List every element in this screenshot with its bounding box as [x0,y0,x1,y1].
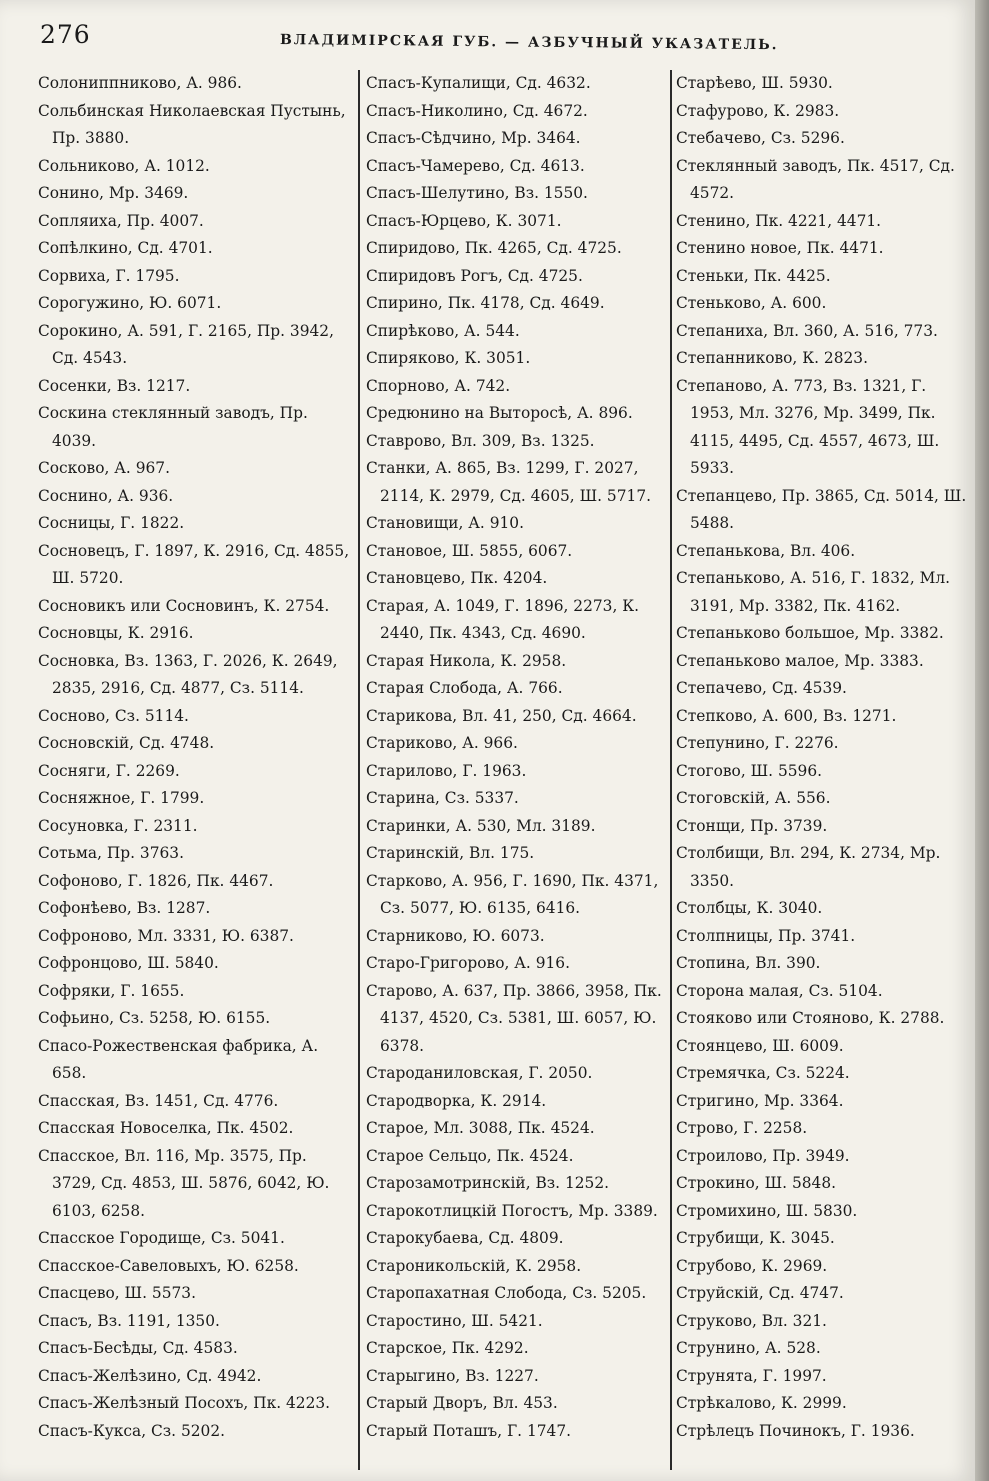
index-entry: Старое, Мл. 3088, Пк. 4524. [366,1119,595,1137]
index-entry: Степунино, Г. 2276. [676,734,839,752]
index-entry: Спасская Новоселка, Пк. 4502. [38,1119,294,1137]
index-entry: Спасское Городище, Сз. 5041. [38,1229,285,1247]
index-entry: Степаньково, А. 516, Г. 1832, Мл. 3191, Мр. 3382, Пк. 4162. [676,569,951,615]
index-entry: Старопахатная Слобода, Сз. 5205. [366,1284,647,1302]
index-entry: Струбово, К. 2969. [676,1256,828,1275]
index-entry: Сосновка, Вз. 1363, Г. 2026, К. 2649, 2835, 2916, Сд. 4877, Сз. 5114. [38,651,338,697]
index-entry: Спасъ-Николино, Сд. 4672. [366,101,588,120]
index-entry: Становцево, Пк. 4204. [366,569,548,587]
index-entry: Сосновецъ, Г. 1897, К. 2916, Сд. 4855, Ш. 5720. [38,541,350,587]
index-entry: Спиряково, К. 3051. [366,349,531,367]
index-entry: Солониппниково, А. 986. [38,74,242,92]
index-entry: Степаньково малое, Мр. 3383. [676,651,924,670]
index-entry: Становое, Ш. 5855, 6067. [366,541,573,560]
index-entry: Староникольскій, К. 2958. [366,1256,582,1275]
index-entry: Старозамотринскій, Вз. 1252. [366,1174,610,1192]
index-entry: Спасъ, Вз. 1191, 1350. [38,1311,220,1330]
index-entry: Старый Дворъ, Вл. 453. [366,1394,558,1412]
index-entry: Струнино, А. 528. [676,1339,821,1357]
index-entry: Сосуновка, Г. 2311. [38,816,198,835]
index-entry: Старикова, Вл. 41, 250, Сд. 4664. [366,706,637,725]
index-entry: Сопѣлкино, Сд. 4701. [38,239,213,257]
index-entry: Стоговскій, А. 556. [676,789,831,807]
index-entry: Старая, А. 1049, Г. 1896, 2273, К. 2440, Пк. 4343, Сд. 4690. [366,596,640,642]
page-header [0,0,975,60]
index-entry: Спасъ-Чамерево, Сд. 4613. [366,156,585,175]
index-entry: Степаньково большое, Мр. 3382. [676,624,944,642]
index-entry: Сосенки, Вз. 1217. [38,376,191,395]
index-entry: Спасъ-Желѣзный Посохъ, Пк. 4223. [38,1394,331,1412]
index-entry: Сорогужино, Ю. 6071. [38,294,222,312]
index-entry: Стариково, А. 966. [366,734,518,752]
index-entry: Спасцево, Ш. 5573. [38,1284,196,1302]
index-entry: Степаниха, Вл. 360, А. 516, 773. [676,321,938,340]
index-entry: Спасъ-Желѣзино, Сд. 4942. [38,1366,262,1385]
index-entry: Степково, А. 600, Вз. 1271. [676,706,897,725]
index-entry: Софоново, Г. 1826, Пк. 4467. [38,871,274,890]
index-entry: Спасо-Рожественская фабрика, А. 658. [38,1036,319,1082]
index-entry: Старское, Пк. 4292. [366,1339,529,1357]
index-entry: Спорново, А. 742. [366,376,511,395]
index-entry: Стонщи, Пр. 3739. [676,816,828,835]
index-entry: Старинскій, Вл. 175. [366,844,535,862]
page-number: 276 [40,20,91,49]
index-entry: Сопляиха, Пр. 4007. [38,211,204,230]
index-entry: Стопина, Вл. 390. [676,954,821,972]
index-entry: Спасъ-Купалищи, Сд. 4632. [366,74,591,92]
index-entry: Старниково, Ю. 6073. [366,926,545,945]
index-entry: Стеклянный заводъ, Пк. 4517, Сд. 4572. [676,156,955,202]
index-entry: Стогово, Ш. 5596. [676,761,823,780]
index-entry: Строилово, Пр. 3949. [676,1146,850,1165]
index-entry: Стремячка, Сз. 5224. [676,1064,850,1082]
index-entry: Стромихино, Ш. 5830. [676,1201,858,1220]
index-entry: Сосновцы, К. 2916. [38,624,194,642]
index-entry: Спасская, Вз. 1451, Сд. 4776. [38,1091,279,1110]
index-entry: Сонино, Мр. 3469. [38,184,189,202]
index-entry: Спасское-Савеловыхъ, Ю. 6258. [38,1256,299,1275]
index-entry: Старинки, А. 530, Мл. 3189. [366,816,596,835]
index-entry: Старыгино, Вз. 1227. [366,1366,539,1385]
index-entry: Старово, А. 637, Пр. 3866, 3958, Пк. 4137, 4520, Сз. 5381, Ш. 6057, Ю. 6378. [366,981,662,1055]
index-entry: Софьино, Сз. 5258, Ю. 6155. [38,1009,271,1027]
index-entry: Старина, Сз. 5337. [366,789,519,807]
index-entry: Старилово, Г. 1963. [366,761,527,780]
index-entry: Столбищи, Вл. 294, К. 2734, Мр. 3350. [676,844,941,890]
index-entry: Сорвиха, Г. 1795. [38,266,180,285]
index-entry: Степанниково, К. 2823. [676,349,868,367]
next-page-edge [975,0,989,1481]
index-entry: Сорокино, А. 591, Г. 2165, Пр. 3942, Сд. 4543. [38,321,334,367]
index-column-3 [676,70,968,1445]
index-entry: Старокубаева, Сд. 4809. [366,1229,564,1247]
index-entry: Стригино, Мр. 3364. [676,1091,844,1110]
index-entry: Сотьма, Пр. 3763. [38,844,184,862]
index-entry: Старокотлицкій Погостъ, Мр. 3389. [366,1201,658,1220]
index-entry: Спасъ-Шелутино, Вз. 1550. [366,184,588,202]
index-entry: Стенино, Пк. 4221, 4471. [676,211,882,230]
index-entry: Сосновскій, Сд. 4748. [38,734,215,752]
index-entry: Строкино, Ш. 5848. [676,1174,837,1192]
index-entry: Степанцево, Пр. 3865, Сд. 5014, Ш. 5488. [676,486,967,532]
index-entry: Сосновикъ или Сосновинъ, К. 2754. [38,596,330,615]
index-entry: Сосняжное, Г. 1799. [38,789,205,807]
index-entry: Соскина стеклянный заводъ, Пр. 4039. [38,404,308,450]
index-entry: Стародворка, К. 2914. [366,1091,547,1110]
column-divider [358,70,360,1470]
index-entry: Спирѣково, А. 544. [366,321,520,340]
index-entry: Софряки, Г. 1655. [38,981,185,1000]
index-entry: Станки, А. 865, Вз. 1299, Г. 2027, 2114, К. 2979, Сд. 4605, Ш. 5717. [366,459,651,505]
index-entry: Сосново, Сз. 5114. [38,706,189,725]
index-entry: Спирино, Пк. 4178, Сд. 4649. [366,294,605,312]
index-entry: Старково, А. 956, Г. 1690, Пк. 4371, Сз. 5077, Ю. 6135, 6416. [366,871,659,917]
index-entry: Софроново, Мл. 3331, Ю. 6387. [38,926,294,945]
index-entry: Старо-Григорово, А. 916. [366,954,570,972]
index-entry: Степанькова, Вл. 406. [676,541,856,560]
index-entry: Струково, Вл. 321. [676,1311,827,1330]
index-entry: Сосняги, Г. 2269. [38,761,180,780]
index-entry: Стебачево, Сз. 5296. [676,129,845,147]
index-entry: Струйскій, Сд. 4747. [676,1284,844,1302]
index-entry: Старая Никола, К. 2958. [366,651,567,670]
index-entry: Спиридовъ Рогъ, Сд. 4725. [366,266,583,285]
index-entry: Стеньки, Пк. 4425. [676,266,831,285]
index-entry: Стафурово, К. 2983. [676,101,840,120]
index-entry: Старѣево, Ш. 5930. [676,74,833,92]
index-entry: Спасское, Вл. 116, Мр. 3575, Пр. 3729, Сд. 4853, Ш. 5876, 6042, Ю. 6103, 6258. [38,1146,330,1220]
index-entry: Старостино, Ш. 5421. [366,1311,543,1330]
index-entry: Строво, Г. 2258. [676,1119,808,1137]
index-entry: Староданиловская, Г. 2050. [366,1064,593,1082]
index-entry: Стояково или Стояново, К. 2788. [676,1009,945,1027]
index-entry: Стеньково, А. 600. [676,294,827,312]
index-column-2 [366,70,673,1445]
index-entry: Столпницы, Пр. 3741. [676,926,856,945]
index-entry: Струнята, Г. 1997. [676,1366,827,1385]
index-entry: Стрѣлецъ Починокъ, Г. 1936. [676,1421,915,1440]
column-divider [670,70,672,1470]
index-entry: Сосницы, Г. 1822. [38,514,185,532]
index-entry: Столбцы, К. 3040. [676,899,823,917]
index-entry: Струбищи, К. 3045. [676,1229,835,1247]
index-entry: Спасъ-Юрцево, К. 3071. [366,211,562,230]
index-entry: Сольниково, А. 1012. [38,156,210,175]
index-entry: Спасъ-Бесѣды, Сд. 4583. [38,1339,238,1357]
index-entry: Старый Поташъ, Г. 1747. [366,1421,572,1440]
index-entry: Софонѣево, Вз. 1287. [38,899,211,917]
index-entry: Стенино новое, Пк. 4471. [676,239,884,257]
index-entry: Спиридово, Пк. 4265, Сд. 4725. [366,239,622,257]
index-entry: Софронцово, Ш. 5840. [38,954,219,972]
index-entry: Становищи, А. 910. [366,514,524,532]
index-entry: Сосково, А. 967. [38,459,170,477]
index-entry: Спасъ-Сѣдчино, Мр. 3464. [366,129,581,147]
index-entry: Средюнино на Выторосѣ, А. 896. [366,404,633,422]
index-entry: Старое Сельцо, Пк. 4524. [366,1146,574,1165]
index-entry: Стрѣкалово, К. 2999. [676,1394,847,1412]
index-entry: Ставрово, Вл. 309, Вз. 1325. [366,431,595,450]
index-entry: Сольбинская Николаевская Пустынь, Пр. 3880. [38,101,346,147]
index-entry: Сторона малая, Сз. 5104. [676,981,883,1000]
index-entry: Степачево, Сд. 4539. [676,679,847,697]
index-entry: Спасъ-Кукса, Сз. 5202. [38,1421,226,1440]
running-title: ВЛАДИМІРСКАЯ ГУБ. — АЗБУЧНЫЙ УКАЗАТЕЛЬ. [279,32,779,54]
index-entry: Степаново, А. 773, Вз. 1321, Г. 1953, Мл. 3276, Мр. 3499, Пк. 4115, 4495, Сд. 4557, 4673, Ш. 5933. [676,376,940,477]
index-entry: Стоянцево, Ш. 6009. [676,1036,844,1055]
index-entry: Соснино, А. 936. [38,486,174,505]
index-entry: Старая Слобода, А. 766. [366,679,563,697]
index-column-1 [38,70,354,1445]
